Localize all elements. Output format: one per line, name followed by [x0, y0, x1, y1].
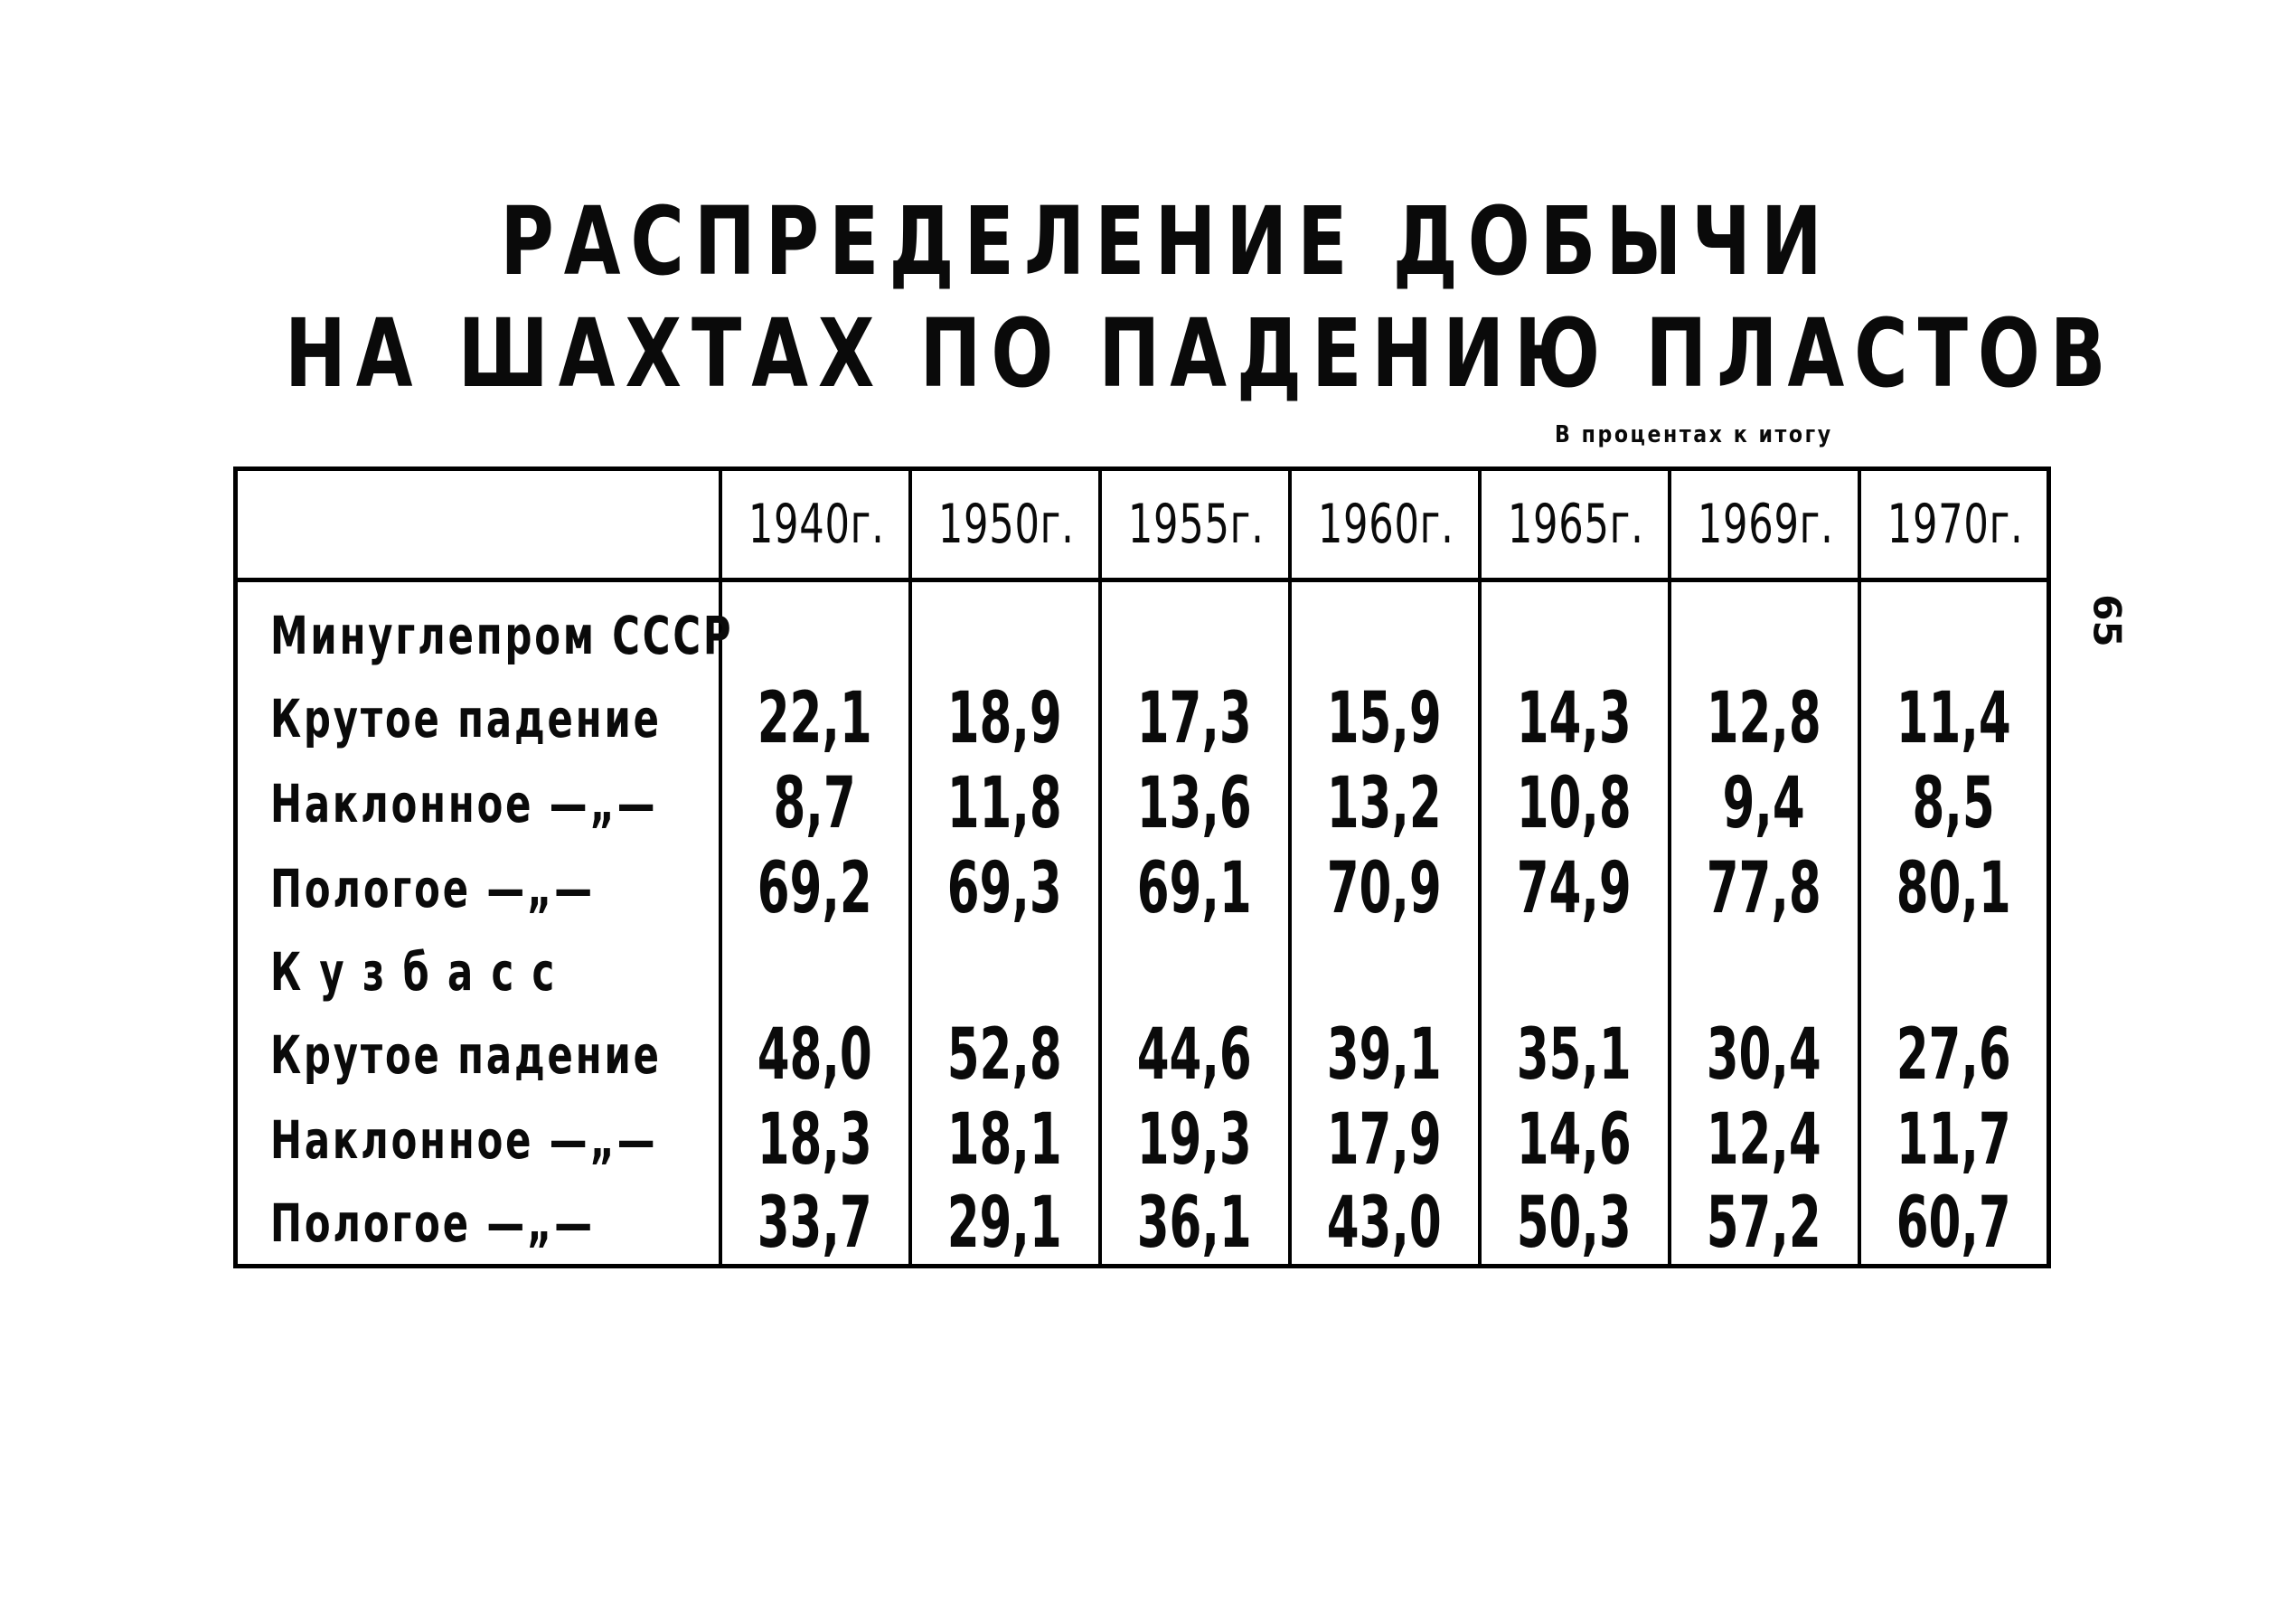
row-label: Крутое падение: [236, 676, 720, 761]
value-cell: 12,4: [1670, 1098, 1859, 1183]
page-number: 65: [2084, 594, 2130, 647]
value-cell: 11,7: [1859, 1098, 2049, 1183]
group-header-row: [236, 931, 2049, 1013]
value-cell: 13,2: [1290, 761, 1480, 846]
table-row: [236, 1013, 2049, 1098]
column-header: 1960г.: [1290, 469, 1480, 580]
value-cell: 69,3: [910, 846, 1100, 931]
value-cell: 39,1: [1290, 1013, 1480, 1098]
value-cell: 35,1: [1480, 1013, 1670, 1098]
value-cell: 12,8: [1670, 676, 1859, 761]
row-label: Крутое падение: [236, 1013, 720, 1098]
group-label: Минуглепром СССР: [236, 580, 720, 677]
table-row: [236, 846, 2049, 931]
distribution-table: [233, 466, 2051, 1268]
value-cell: 14,6: [1480, 1098, 1670, 1183]
value-cell: 57,2: [1670, 1183, 1859, 1267]
value-cell: 18,1: [910, 1098, 1100, 1183]
value-cell: 19,3: [1100, 1098, 1290, 1183]
unit-note: В процентах к итогу: [1555, 421, 1833, 448]
row-label: Наклонное —„—: [236, 761, 720, 846]
value-cell: 48,0: [720, 1013, 910, 1098]
column-header: 1940г.: [720, 469, 910, 580]
title-line-2: НА ШАХТАХ ПО ПАДЕНИЮ ПЛАСТОВ: [285, 298, 2116, 409]
group-label: К у з б а с с: [236, 931, 720, 1013]
value-cell: 17,9: [1290, 1098, 1480, 1183]
value-cell: 69,2: [720, 846, 910, 931]
value-cell: 10,8: [1480, 761, 1670, 846]
title-line-1: РАСПРЕДЕЛЕНИЕ ДОБЫЧИ: [500, 186, 1832, 297]
value-cell: 14,3: [1480, 676, 1670, 761]
value-cell: 52,8: [910, 1013, 1100, 1098]
value-cell: 11,4: [1859, 676, 2049, 761]
value-cell: 17,3: [1100, 676, 1290, 761]
table-row: [236, 676, 2049, 761]
column-header: 1970г.: [1859, 469, 2049, 580]
value-cell: 18,3: [720, 1098, 910, 1183]
value-cell: 11,8: [910, 761, 1100, 846]
row-label: Наклонное —„—: [236, 1098, 720, 1183]
value-cell: 33,7: [720, 1183, 910, 1267]
value-cell: 44,6: [1100, 1013, 1290, 1098]
row-label: Пологое —„—: [236, 1183, 720, 1267]
value-cell: 15,9: [1290, 676, 1480, 761]
value-cell: 29,1: [910, 1183, 1100, 1267]
value-cell: 9,4: [1670, 761, 1859, 846]
corner-cell: [236, 469, 720, 580]
value-cell: 77,8: [1670, 846, 1859, 931]
table-row: [236, 1183, 2049, 1267]
header-row: [236, 469, 2049, 580]
value-cell: 36,1: [1100, 1183, 1290, 1267]
column-header: 1965г.: [1480, 469, 1670, 580]
value-cell: 27,6: [1859, 1013, 2049, 1098]
table-row: [236, 761, 2049, 846]
value-cell: 60,7: [1859, 1183, 2049, 1267]
column-header: 1955г.: [1100, 469, 1290, 580]
value-cell: 30,4: [1670, 1013, 1859, 1098]
value-cell: 8,7: [720, 761, 910, 846]
value-cell: 22,1: [720, 676, 910, 761]
value-cell: 69,1: [1100, 846, 1290, 931]
value-cell: 8,5: [1859, 761, 2049, 846]
value-cell: 43,0: [1290, 1183, 1480, 1267]
value-cell: 80,1: [1859, 846, 2049, 931]
column-header: 1950г.: [910, 469, 1100, 580]
table-row: [236, 1098, 2049, 1183]
value-cell: 18,9: [910, 676, 1100, 761]
document-title: [0, 185, 2296, 410]
value-cell: 74,9: [1480, 846, 1670, 931]
column-header: 1969г.: [1670, 469, 1859, 580]
row-label: Пологое —„—: [236, 846, 720, 931]
value-cell: 13,6: [1100, 761, 1290, 846]
value-cell: 50,3: [1480, 1183, 1670, 1267]
group-header-row: [236, 580, 2049, 677]
value-cell: 70,9: [1290, 846, 1480, 931]
